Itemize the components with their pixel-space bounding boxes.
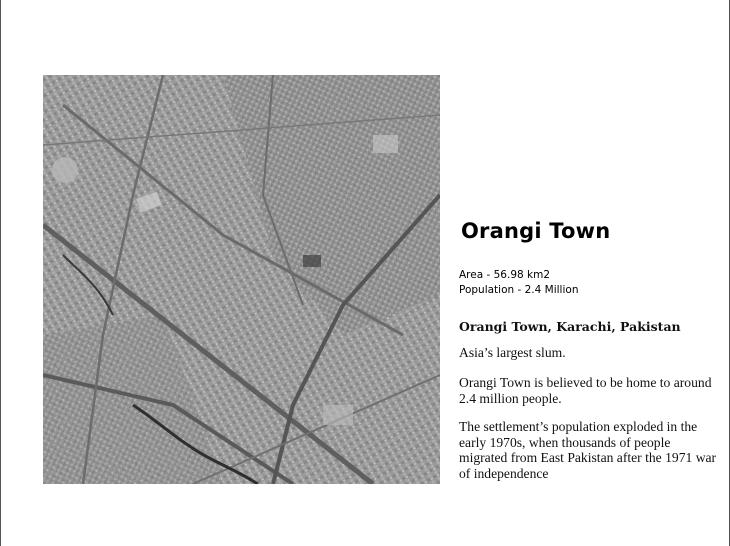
- aerial-map-illustration: [43, 75, 440, 484]
- page-title: Orangi Town: [461, 219, 611, 243]
- area-stat: Area - 56.98 km2: [459, 269, 551, 281]
- population-stat: Population - 2.4 Million: [459, 284, 579, 296]
- article-paragraph: Asia’s largest slum.: [459, 345, 566, 360]
- article-paragraph: The settlement’s population exploded in the early 1970s, when thousands of people migrated from East Pakistan after the 1971 war of independence: [459, 419, 717, 481]
- aerial-photo: [43, 75, 440, 484]
- article-subtitle: Orangi Town, Karachi, Pakistan: [459, 319, 681, 334]
- article-paragraph: Orangi Town is believed to be home to around 2.4 million people.: [459, 375, 712, 406]
- page-border-left: [0, 0, 1, 546]
- stats-block: [459, 268, 578, 298]
